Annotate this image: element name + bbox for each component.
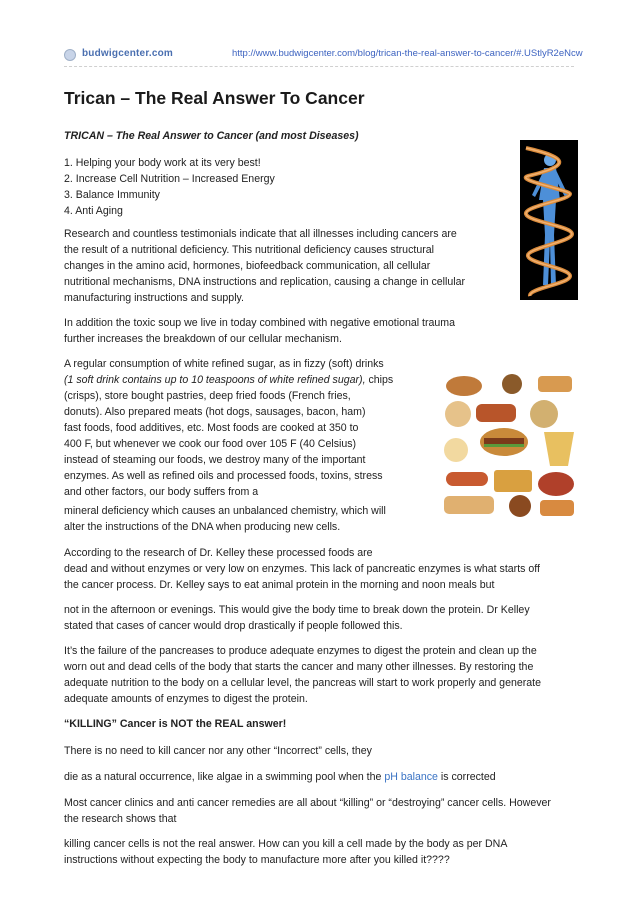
paragraph-protein bbox=[64, 602, 530, 634]
list-item: 2. Increase Cell Nutrition – Increased Energy bbox=[64, 173, 275, 185]
site-name[interactable]: budwigcenter.com bbox=[82, 48, 173, 59]
text-line: the cancer process. Dr. Kelley says to eat animal protein in the morning and noon meals but bbox=[64, 579, 495, 591]
text-line bbox=[64, 372, 393, 388]
text-line: the result of a nutritional deficiency. This nutritional deficiency causes structural bbox=[64, 244, 434, 256]
text-span: is corrected bbox=[437, 771, 496, 783]
text-line: donuts). Also prepared meats (hot dogs, sausages, bacon, ham) bbox=[64, 406, 366, 418]
text-line: adequate amounts of enzymes to digest the protein. bbox=[64, 693, 308, 705]
paragraph-mineral bbox=[64, 503, 386, 535]
text-line: A regular consumption of white refined sugar, as in fizzy (soft) drinks bbox=[64, 358, 384, 370]
list-item: 4. Anti Aging bbox=[64, 205, 123, 217]
page-title: Trican – The Real Answer To Cancer bbox=[64, 88, 365, 108]
ph-balance-link[interactable]: pH balance bbox=[384, 771, 438, 783]
dna-body-illustration bbox=[520, 140, 578, 300]
text-line: the research shows that bbox=[64, 813, 177, 825]
text-line: and other factors, our body suffers from a bbox=[64, 486, 259, 498]
paragraph-pancreas bbox=[64, 643, 541, 707]
text-line: further increases the breakdown of our cellular mechanism. bbox=[64, 333, 342, 345]
text-line: manufacturing instructions and supply. bbox=[64, 292, 244, 304]
text-line: In addition the toxic soup we live in today combined with negative emotional trauma bbox=[64, 317, 456, 329]
text-line: 400 F, but whenever we cook our food over 105 F (40 Celsius) bbox=[64, 438, 357, 450]
paragraph-nutrition bbox=[64, 226, 465, 306]
text-line: killing cancer cells is not the real answer. How can you kill a cell made by the body as per DNA bbox=[64, 838, 508, 850]
paragraph-sugar bbox=[64, 356, 393, 500]
text-line: worn out and dead cells of the body that starts the cancer and many other illnesses. By restoring the bbox=[64, 661, 534, 673]
benefits-list bbox=[64, 155, 275, 219]
paragraph-killing bbox=[64, 836, 507, 868]
text-line: nutritional mechanisms, DNA instructions and replication, causing a change in cellular bbox=[64, 276, 466, 288]
text-line: Most cancer clinics and anti cancer remedies are all about “killing” or “destroying” cancer cells. However bbox=[64, 797, 551, 809]
text-line: enzymes. As well as refined oils and processed foods, toxins, stress bbox=[64, 470, 383, 482]
text-line: Research and countless testimonials indicate that all illnesses including cancers are bbox=[64, 228, 457, 240]
text-line: fast foods, food additives, etc. Most foods are cooked at 350 to bbox=[64, 422, 359, 434]
text-line: instead of steaming our foods, we destroy many of the important bbox=[64, 454, 366, 466]
paragraph-no-need: There is no need to kill cancer nor any other “Incorrect” cells, they bbox=[64, 745, 372, 757]
text-span: chips bbox=[365, 374, 394, 386]
text-line: It’s the failure of the pancreases to produce adequate enzymes to digest the protein and clean up the bbox=[64, 645, 537, 657]
page-url[interactable]: http://www.budwigcenter.com/blog/trican-the-real-answer-to-cancer/#.UStlyR2eNcw bbox=[232, 48, 583, 59]
text-line: dead and without enzymes or very low on enzymes. This lack of pancreatic enzymes is what starts off bbox=[64, 563, 540, 575]
text-span: die as a natural occurrence, like algae in a swimming pool when the bbox=[64, 771, 385, 783]
text-line: According to the research of Dr. Kelley these processed foods are bbox=[64, 547, 373, 559]
text-line: stated that cases of cancer would drop drastically if people followed this. bbox=[64, 620, 403, 632]
paragraph-clinics bbox=[64, 795, 551, 827]
italic-note: (1 soft drink contains up to 10 teaspoons of white refined sugar), bbox=[64, 374, 366, 386]
section-heading: “KILLING” Cancer is NOT the REAL answer! bbox=[64, 718, 287, 730]
text-line: (crisps), store bought pastries, deep fried foods (French fries, bbox=[64, 390, 351, 402]
text-line: alter the instructions of the DNA when producing new cells. bbox=[64, 521, 341, 533]
text-line: changes in the amino acid, hormones, biofeedback communication, all cellular bbox=[64, 260, 431, 272]
paragraph-toxic bbox=[64, 315, 455, 347]
globe-icon bbox=[64, 49, 76, 61]
text-line: adequate nutrition to the body on a cellular level, the pancreas will start to work properly and generate bbox=[64, 677, 542, 689]
list-item: 3. Balance Immunity bbox=[64, 189, 160, 201]
text-line: mineral deficiency which causes an unbalanced chemistry, which will bbox=[64, 505, 386, 517]
paragraph-algae bbox=[64, 769, 496, 785]
text-line: instructions without expecting the body to manufacture more after you killed it???? bbox=[64, 854, 450, 866]
list-item: 1. Helping your body work at its very best! bbox=[64, 157, 261, 169]
source-bar bbox=[64, 46, 583, 68]
paragraph-kelley bbox=[64, 545, 540, 593]
junk-food-illustration bbox=[440, 372, 578, 520]
text-line: not in the afternoon or evenings. This would give the body time to break down the protein. Dr Kelley bbox=[64, 604, 530, 616]
article-subtitle: TRICAN – The Real Answer to Cancer (and most Diseases) bbox=[64, 130, 359, 142]
header-divider bbox=[64, 66, 574, 67]
